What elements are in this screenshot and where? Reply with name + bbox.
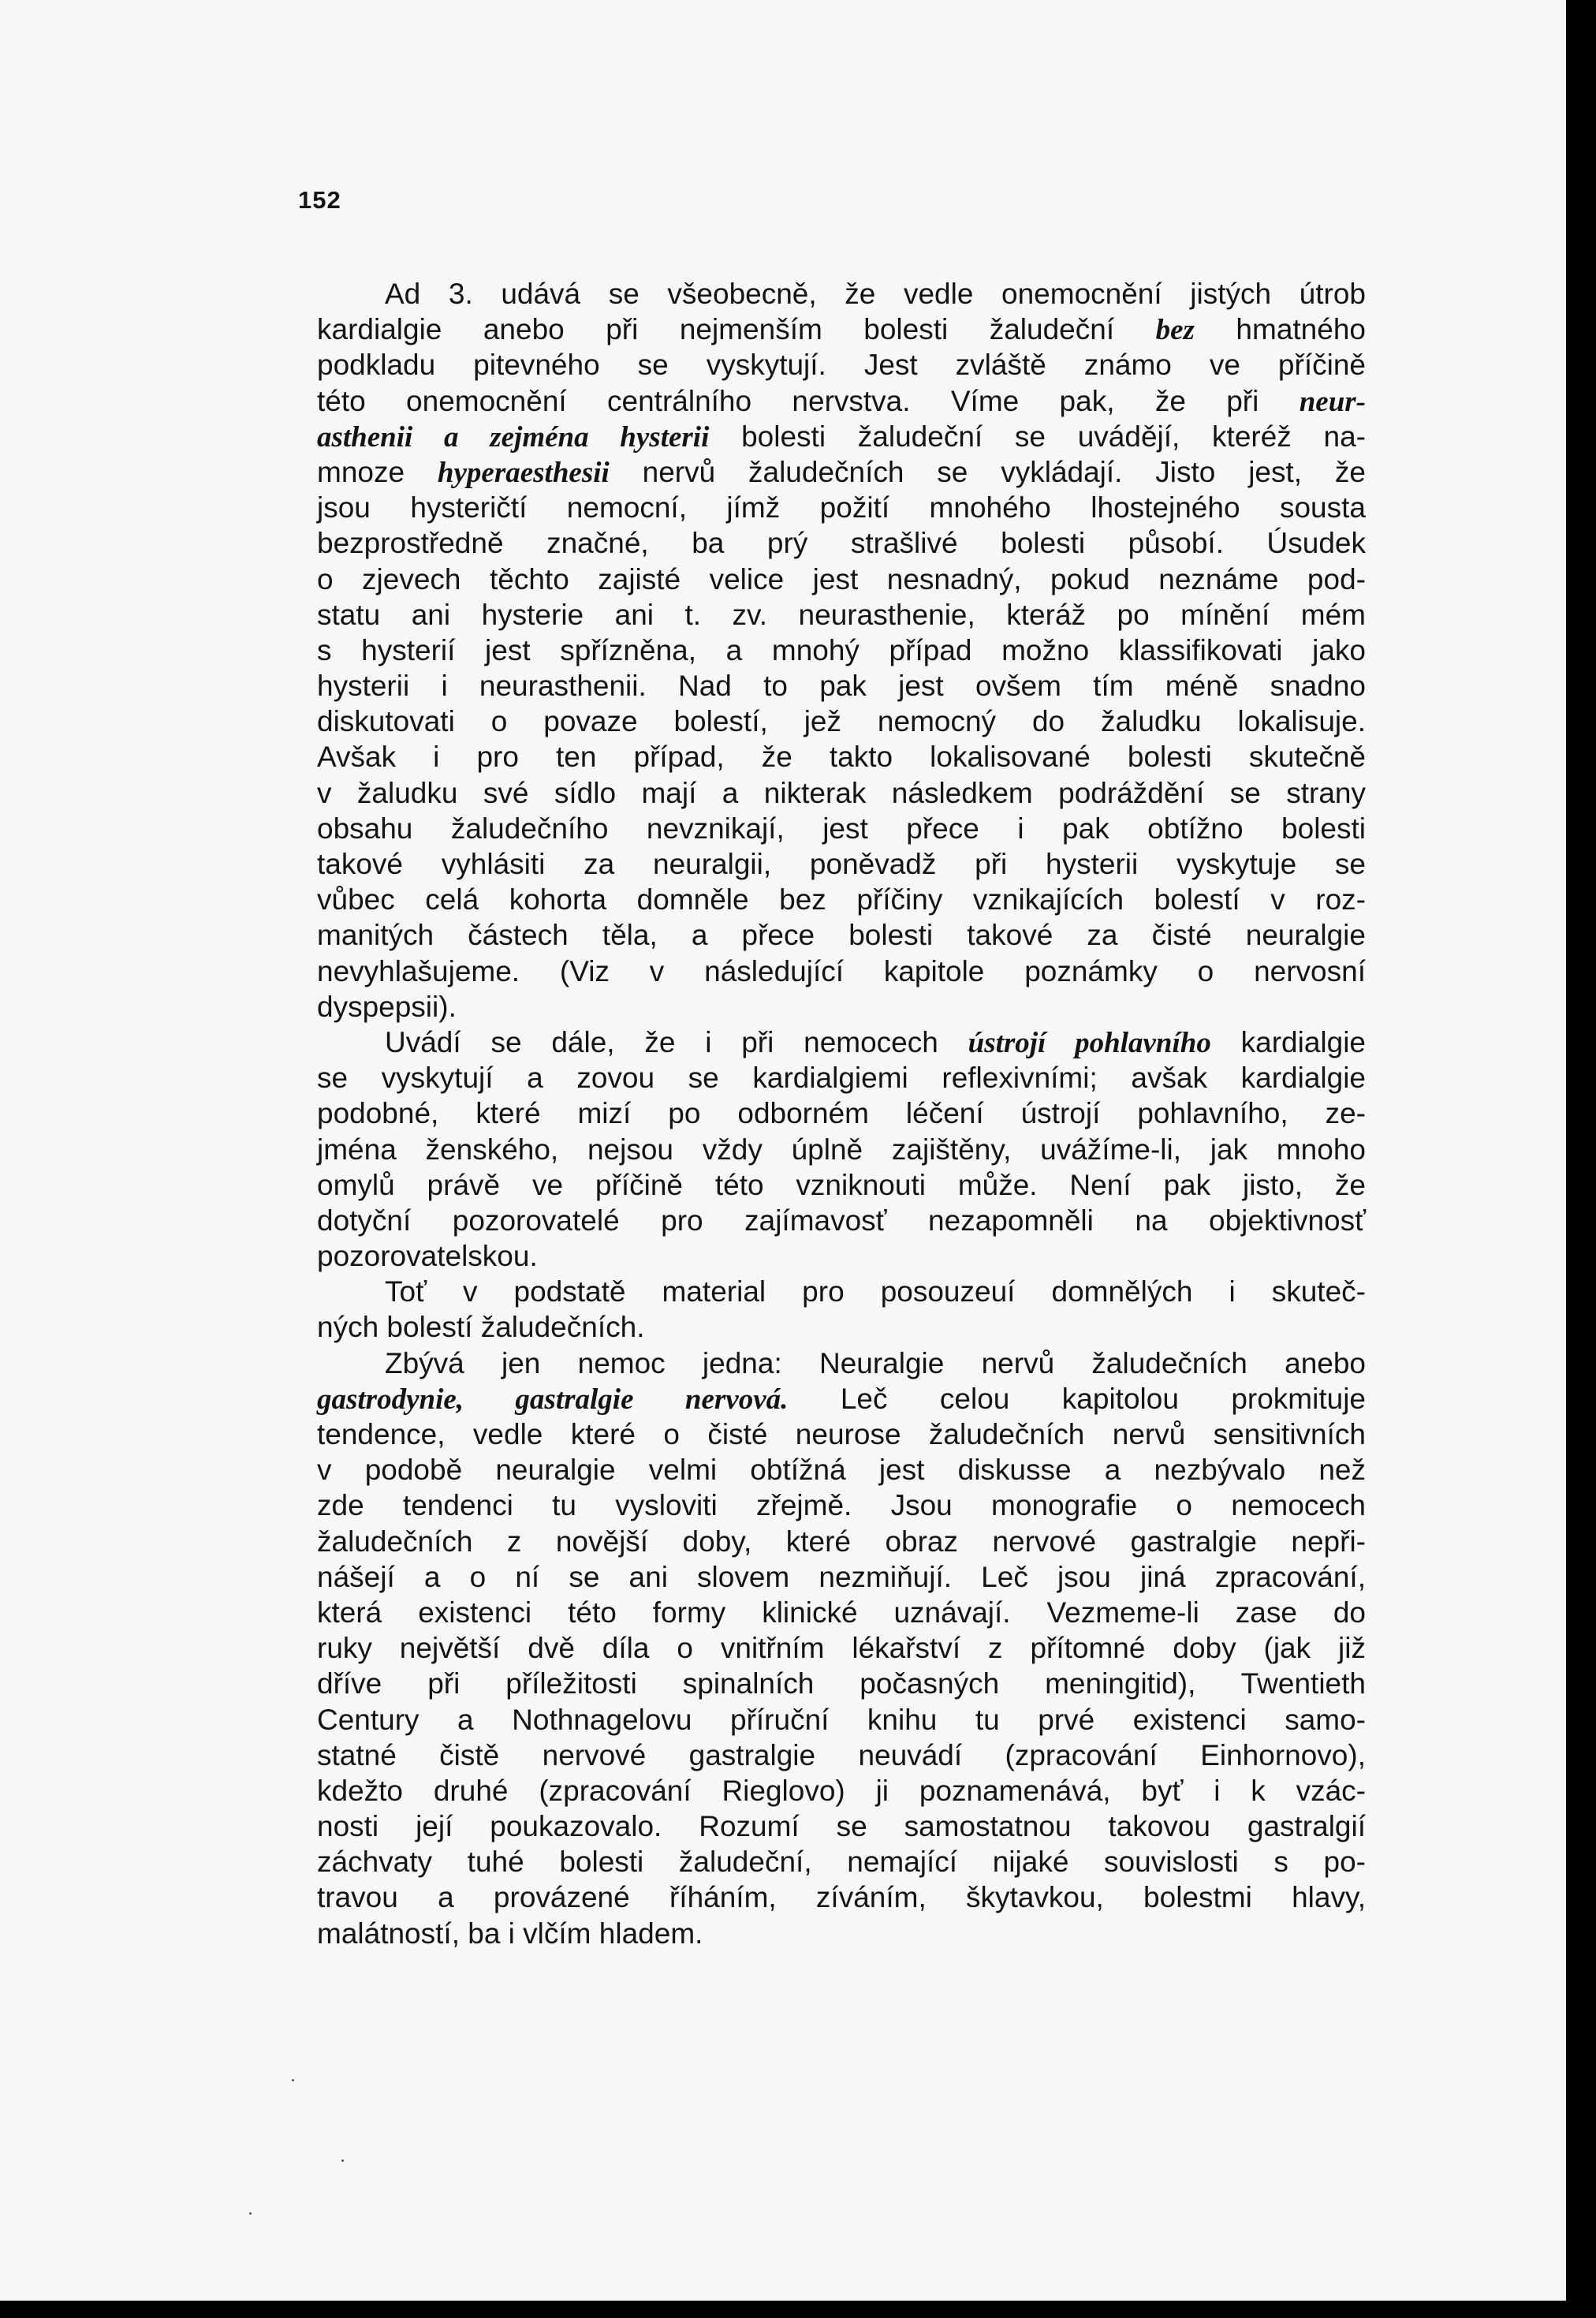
text-line (317, 1417, 1366, 1452)
text-line (317, 347, 1366, 383)
text-segment: hysterii i neurasthenii. Nad to pak jest ovšem tím méně snadno (317, 670, 1366, 703)
text-line (317, 668, 1366, 704)
body-text (317, 276, 1366, 1951)
text-segment: takové vyhlásiti za neuralgii, poněvadž při hysterii vyskytuje se (317, 848, 1366, 880)
text-line (317, 1773, 1366, 1808)
page-number: 152 (298, 186, 341, 214)
emphasized-text: bez (1155, 314, 1195, 347)
emphasized-text: asthenii a zejména hysterii (317, 420, 710, 454)
text-line (317, 1346, 1366, 1381)
text-line (317, 1309, 1366, 1345)
text-line (317, 597, 1366, 633)
text-line (317, 954, 1366, 989)
text-segment: ných bolestí žaludečních. (317, 1311, 645, 1344)
text-line (317, 704, 1366, 739)
text-line (317, 454, 1366, 490)
text-segment: Uvádí se dále, že i při nemocech (385, 1025, 968, 1058)
scan-speck (292, 2079, 294, 2081)
text-segment: nevyhlašujeme. (Viz v následující kapitole poznámky o nervosní (317, 954, 1366, 987)
text-line (317, 775, 1366, 811)
text-line (317, 1666, 1366, 1701)
text-line (317, 562, 1366, 597)
text-segment: Toť v podstatě material pro posouzeuí domnělých i skuteč- (385, 1275, 1366, 1308)
text-segment: manitých částech těla, a přece bolesti takové za čisté neuralgie (317, 919, 1366, 952)
text-line (317, 1452, 1366, 1487)
text-segment: obsahu žaludečního nevznikají, jest přece i pak obtížno bolesti (317, 812, 1366, 845)
text-segment: v podobě neuralgie velmi obtížná jest diskusse a nezbývalo než (317, 1454, 1366, 1487)
text-line (317, 383, 1366, 419)
text-segment: vůbec celá kohorta domněle bez příčiny vznikajících bolestí v roz- (317, 883, 1366, 916)
text-segment: s hysterií jest spřízněna, a mnohý případ možno klassifikovati jako (317, 633, 1366, 666)
text-segment: Zbývá jen nemoc jedna: Neuralgie nervů žaludečních anebo (385, 1346, 1366, 1379)
text-segment: Ad 3. udává se všeobecně, že vedle onemocnění jistých útrob (385, 278, 1366, 310)
emphasized-text: neur- (1299, 385, 1366, 418)
text-segment: statné čistě nervové gastralgie neuvádí (zpracování Einhornovo), (317, 1738, 1366, 1771)
text-line (317, 1132, 1366, 1167)
text-segment: malátností, ba i vlčím hladem. (317, 1917, 703, 1950)
text-line (317, 846, 1366, 882)
text-line (317, 1203, 1366, 1238)
text-line (317, 419, 1366, 454)
text-segment: kardialgie anebo při nejmenším bolesti žaludeční (317, 313, 1156, 346)
text-segment: podkladu pitevného se vyskytují. Jest zvláště známo ve příčině (317, 349, 1366, 382)
text-segment: zde tendenci tu vysloviti zřejmě. Jsou monografie o nemocech (317, 1489, 1366, 1522)
text-line (317, 882, 1366, 917)
text-line (317, 989, 1366, 1025)
text-segment: Avšak i pro ten případ, že takto lokalisované bolesti skutečně (317, 741, 1366, 774)
text-line (317, 1381, 1366, 1417)
text-segment: která existenci této formy klinické uznávají. Vezmeme-li zase do (317, 1596, 1366, 1629)
text-segment: záchvaty tuhé bolesti žaludeční, nemající nijaké souvislosti s po- (317, 1846, 1366, 1879)
text-line (317, 312, 1366, 347)
emphasized-text: gastrodynie, gastralgie nervová. (317, 1383, 789, 1416)
text-line (317, 1702, 1366, 1738)
text-segment: dříve při příležitosti spinalních počasných meningitid), Twentieth (317, 1667, 1366, 1700)
text-line (317, 1060, 1366, 1096)
text-segment: v žaludku své sídlo mají a nikterak následkem podráždění se strany (317, 776, 1366, 809)
text-segment: Century a Nothnagelovu příruční knihu tu prvé existenci samo- (317, 1703, 1366, 1736)
text-segment: této onemocnění centrálního nervstva. Víme pak, že při (317, 384, 1300, 417)
text-line (317, 1487, 1366, 1523)
text-segment: ruky největší dvě díla o vnitřním lékařství z přítomné doby (jak již (317, 1632, 1366, 1665)
scan-speck (249, 2212, 252, 2215)
text-line (317, 1630, 1366, 1666)
text-segment: Leč celou kapitolou prokmituje (788, 1382, 1366, 1415)
text-segment: podobné, které mizí po odborném léčení ústrojí pohlavního, ze- (317, 1097, 1366, 1130)
text-line (317, 1559, 1366, 1595)
text-segment: pozorovatelskou. (317, 1240, 538, 1273)
scan-speck (341, 2159, 344, 2162)
text-segment: omylů právě ve příčině této vzniknouti může. Není pak jisto, že (317, 1168, 1366, 1201)
text-line (317, 490, 1366, 525)
text-line (317, 811, 1366, 846)
text-line (317, 1238, 1366, 1274)
text-segment: statu ani hysterie ani t. zv. neurasthenie, kteráž po mínění mém (317, 598, 1366, 631)
text-segment: mnoze (317, 455, 438, 488)
text-segment: kardialgie (1210, 1025, 1366, 1058)
text-segment: hmatného (1194, 313, 1366, 346)
text-segment: nosti její poukazovalo. Rozumí se samostatnou takovou gastralgií (317, 1810, 1366, 1843)
text-line (317, 633, 1366, 668)
text-segment: tendence, vedle které o čisté neurose žaludečních nervů sensitivních (317, 1418, 1366, 1450)
emphasized-text: hyperaesthesii (437, 456, 610, 489)
text-line (317, 1167, 1366, 1203)
text-line (317, 1025, 1366, 1060)
text-segment: jména ženského, nejsou vždy úplně zajištěny, uvážíme-li, jak mnoho (317, 1133, 1366, 1166)
text-line (317, 917, 1366, 953)
text-segment: kdežto druhé (zpracování Rieglovo) ji poznamenává, byť i k vzác- (317, 1774, 1366, 1807)
text-segment: žaludečních z novější doby, které obraz nervové gastralgie nepři- (317, 1525, 1366, 1558)
text-segment: travou a provázené říháním, zíváním, škytavkou, bolestmi hlavy, (317, 1881, 1366, 1914)
text-line (317, 1738, 1366, 1773)
text-segment: diskutovati o povaze bolestí, jež nemocný do žaludku lokalisuje. (317, 705, 1366, 738)
text-segment: bolesti žaludeční se uvádějí, kteréž na- (709, 420, 1367, 453)
text-line (317, 1595, 1366, 1630)
text-segment: se vyskytují a zovou se kardialgiemi reflexivními; avšak kardialgie (317, 1062, 1366, 1095)
text-segment: nervů žaludečních se vykládají. Jisto jest, že (609, 455, 1366, 488)
text-line (317, 1808, 1366, 1844)
text-segment: o zjevech těchto zajisté velice jest nesnadný, pokud neznáme pod- (317, 562, 1366, 595)
text-line (317, 739, 1366, 775)
text-line (317, 276, 1366, 312)
text-segment: dotyční pozorovatelé pro zajímavosť nezapomněli na objektivnosť (317, 1204, 1366, 1237)
text-line (317, 1524, 1366, 1559)
text-line (317, 1879, 1366, 1915)
text-line (317, 1096, 1366, 1131)
text-line (317, 1916, 1366, 1951)
text-segment: bezprostředně značné, ba prý strašlivé bolesti působí. Úsudek (317, 527, 1366, 560)
text-line (317, 1274, 1366, 1309)
text-line (317, 525, 1366, 561)
text-segment: jsou hysteričtí nemocní, jímž požití mnohého lhostejného sousta (317, 491, 1366, 524)
emphasized-text: ústrojí pohlavního (968, 1026, 1211, 1059)
text-segment: dyspepsii). (317, 990, 457, 1023)
text-segment: nášejí a o ní se ani slovem nezmiňují. Leč jsou jiná zpracování, (317, 1560, 1366, 1593)
text-line (317, 1844, 1366, 1879)
